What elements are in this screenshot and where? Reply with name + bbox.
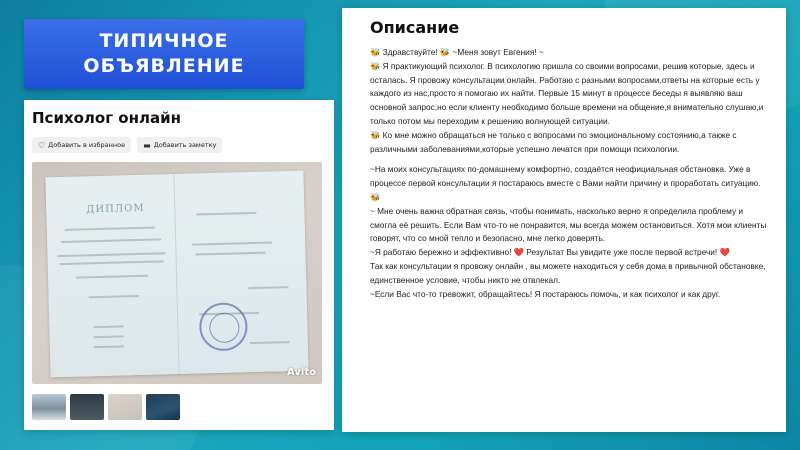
- badge-line2: ОБЪЯВЛЕНИЕ: [83, 55, 245, 77]
- description-paragraph: ~ Мне очень важна обратная связь, чтобы понимать, насколько верно я определила проблему и смогла её решить. Если Вам что-то не понравится, мы всегда можем остановиться. Хотя мои клиенты говорят, что со мной тепло и безопасно, мне легко доверять.: [370, 205, 769, 244]
- thumbnail-4[interactable]: [146, 394, 180, 420]
- description-heading: Описание: [370, 18, 460, 37]
- thumbnail-3[interactable]: [108, 394, 142, 420]
- add-to-favorites-label: Добавить в избранное: [48, 141, 126, 149]
- description-paragraph: 🐝 Я практикующий психолог. В психологию пришла со своими вопросами, решив которые, здесь и осталась. Я провожу консультации онлайн. Работаю с разными вопросами,ответы на которые есть у каждого из нас,просто я помогаю их найти. Первые 15 минут в процессе беседы я выявляю ваш основной запрос,но если клиенту необходимо больше времени на общение,я внимательно слушаю,и только потом мы переходим к решению волнующей ситуации.: [370, 60, 766, 126]
- photo-thumbnails: [32, 394, 180, 420]
- diploma-image: [45, 171, 308, 378]
- main-photo[interactable]: [32, 162, 322, 384]
- description-paragraph: 🐝 Ко мне можно обращаться не только с вопросами по эмоциональному состоянию,а также с различными заболеваниями,которые успешно лечатся при помощи психологии.: [370, 129, 739, 154]
- description-paragraph: ~Если Вас что-то тревожит, обращайтесь! Я постараюсь помочь, и как психолог и как друг.: [370, 288, 721, 299]
- add-to-favorites-button[interactable]: [32, 137, 131, 153]
- diploma-heading: ДИПЛОМ: [86, 202, 145, 216]
- stamp-image: [199, 302, 248, 351]
- listing-actions: [32, 137, 222, 153]
- typical-listing-badge: [24, 19, 304, 89]
- avito-watermark: Avito: [287, 367, 316, 378]
- heart-icon: ♡: [38, 140, 46, 150]
- listing-panel: [24, 100, 334, 430]
- add-note-button[interactable]: [137, 137, 222, 153]
- description-paragraph: ~Я работаю бережно и эффективно! ❤️ Результат Вы увидите уже после первой встречи! ❤️: [370, 247, 730, 258]
- badge-line1: ТИПИЧНОЕ: [99, 30, 229, 52]
- thumbnail-2[interactable]: [70, 394, 104, 420]
- description-panel: [342, 8, 786, 432]
- description-text: [370, 46, 770, 301]
- description-paragraph: 🐝 Здравствуйте! 🐝 ~Меня зовут Евгения! ~: [370, 47, 544, 57]
- note-icon: ▬: [143, 140, 151, 150]
- description-paragraph: ~На моих консультациях по-домашнему комфортно, создаётся неофициальная обстановка. Уже в процессе первой консультации я постараюсь вместе с Вами найти причину и проработать ситуацию. 🐝: [370, 164, 763, 202]
- thumbnail-1[interactable]: [32, 394, 66, 420]
- add-note-label: Добавить заметку: [153, 141, 217, 149]
- listing-title: Психолог онлайн: [32, 109, 181, 127]
- description-paragraph: Так как консультации я провожу онлайн , вы можете находиться у себя дома в привычной обстановке, единственное условие, чтобы никто не отвлекал.: [370, 260, 768, 285]
